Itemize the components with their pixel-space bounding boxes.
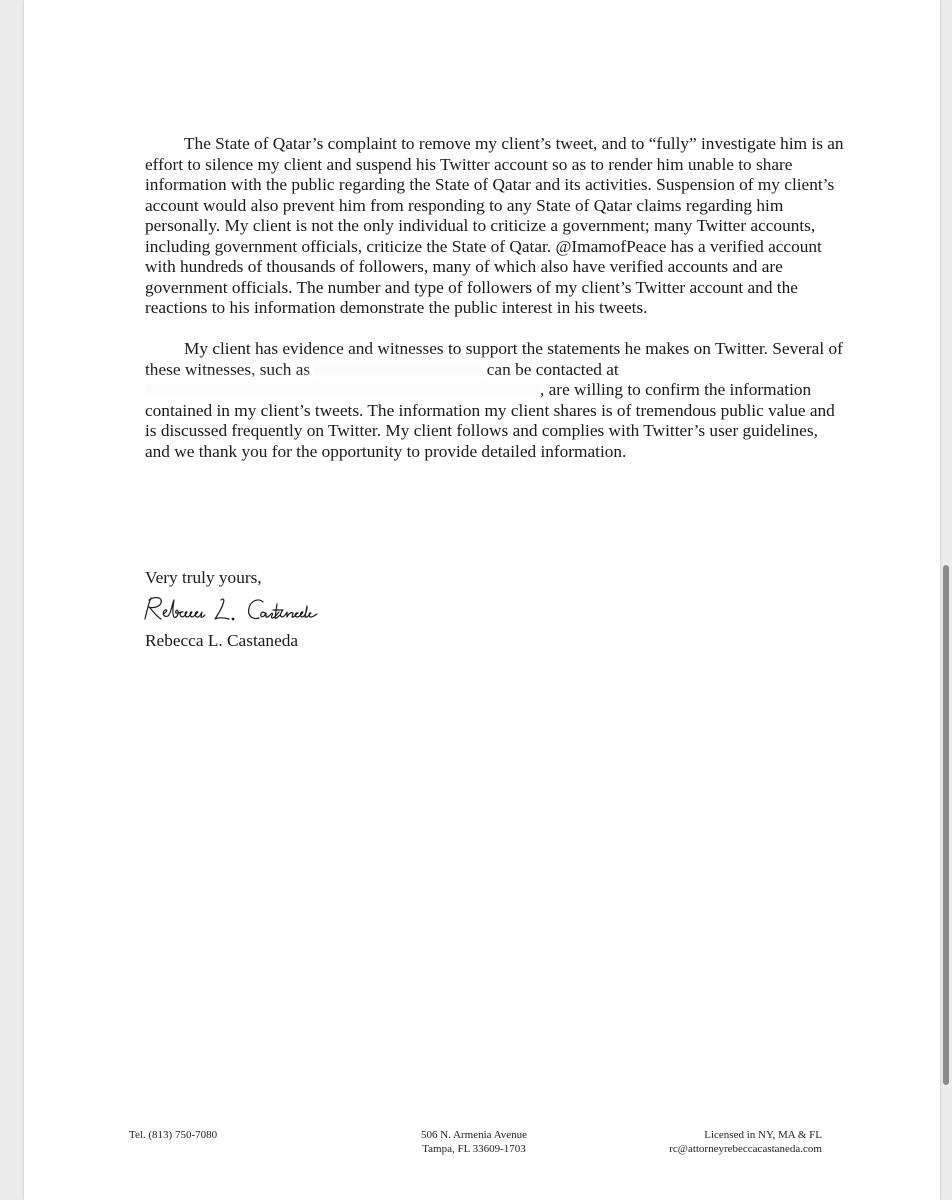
- email-address: rc@attorneyrebeccacastaneda.com: [669, 1143, 822, 1155]
- paragraph-2-part-1: My client has evidence and witnesses to support the statements he makes on Twitter. Several of these witnesses, such as: [145, 339, 843, 379]
- scrollbar-thumb[interactable]: [943, 565, 949, 1085]
- redaction-mark: [145, 380, 540, 398]
- footer-phone: [129, 1128, 217, 1142]
- closing-salutation: Very truly yours,: [145, 568, 262, 587]
- paragraph-1: The State of Qatar’s complaint to remove my client’s tweet, and to “fully” investigate him is an effort to silence my client and suspend his Twitter account so as to render him unable to share information with the public regarding the State of Qatar and its activities. Suspension of my client’s account would also prevent him from responding to any State of Qatar claims regarding him personally. My client is not the only individual to criticize a government; many Twitter accounts, including government officials, criticize the State of Qatar. @ImamofPeace has a verified account with hundreds of thousands of followers, many of which also have verified accounts and are government officials. The number and type of followers of my client’s Twitter account and the reactions to his information demonstrate the public interest in his tweets.: [145, 134, 844, 317]
- address-line-2: Tampa, FL 33609-1703: [422, 1143, 526, 1155]
- phone-number: Tel. (813) 750-7080: [129, 1129, 218, 1141]
- handwritten-signature: [139, 592, 379, 628]
- footer-address: [374, 1128, 574, 1156]
- paragraph-2: My client has evidence and witnesses to support the statements he makes on Twitter. Several of these witnesses, such as can be contacted at , are willing to confirm the information contained in my client’s tweets. The information my client shares is of tremendous public value and is discussed frequently on Twitter. My client follows and complies with Twitter’s user guidelines, and we thank you for the opportunity to provide detailed information.: [145, 339, 843, 461]
- letter-page: [24, 0, 940, 1200]
- paragraph-2-part-3: are willing to confirm the information contained in my client’s tweets. The information my client shares is of tremendous public value and is discussed frequently on Twitter. My client follows and complies with Twitter’s user guidelines, and we thank you for the opportunity to provide detailed information.: [145, 380, 835, 461]
- address-line-1: 506 N. Armenia Avenue: [420, 1129, 528, 1141]
- redaction-mark: [314, 360, 482, 378]
- license-text: Licensed in NY, MA & FL: [704, 1129, 822, 1141]
- letter-body: [145, 134, 845, 483]
- paragraph-2-part-2: can be contacted at: [486, 359, 619, 379]
- footer-license: [669, 1128, 822, 1156]
- signatory-name: Rebecca L. Castaneda: [145, 631, 299, 650]
